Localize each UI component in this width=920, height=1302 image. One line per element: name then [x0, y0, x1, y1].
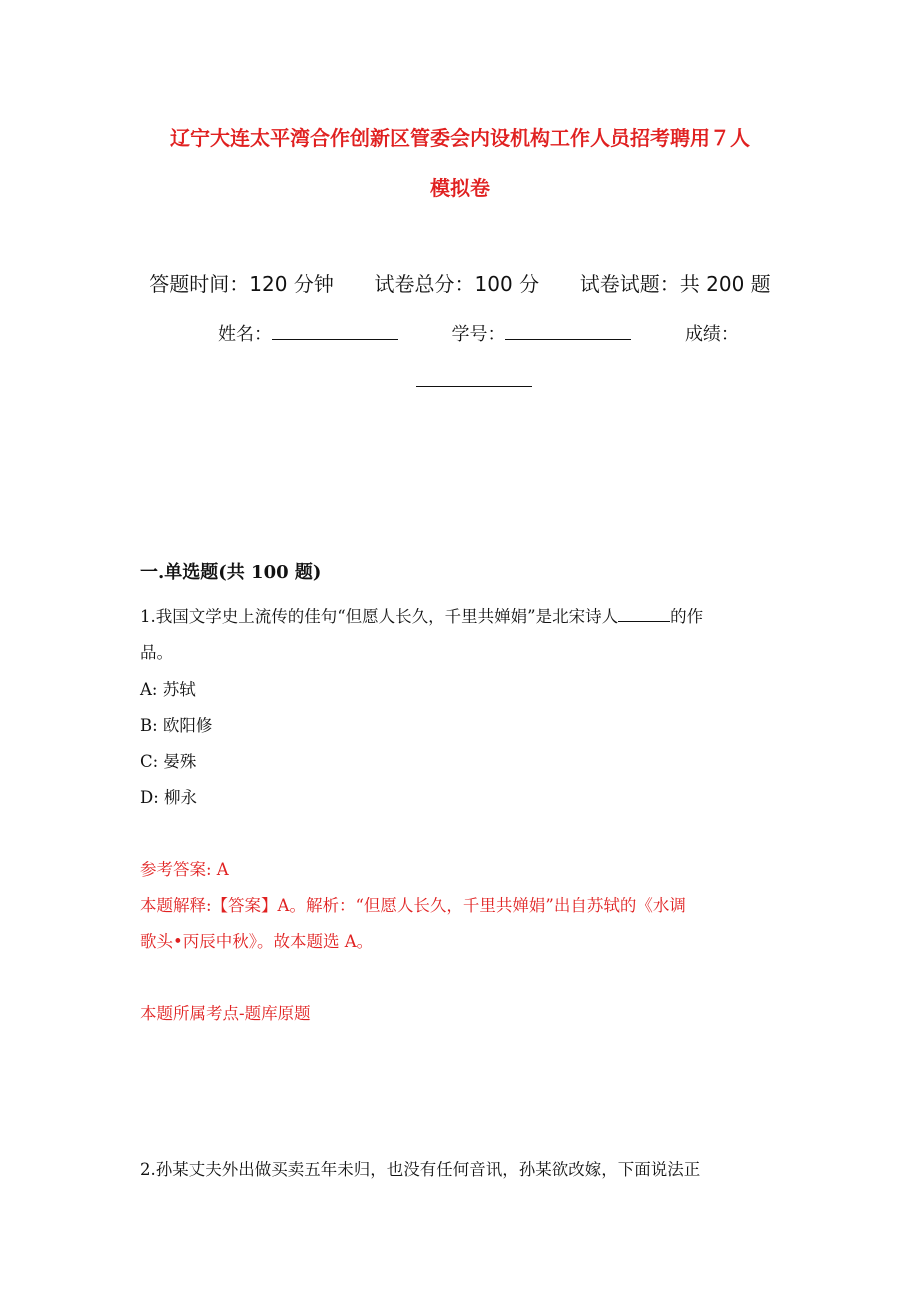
- grade-label: 成绩：: [684, 324, 739, 345]
- student-id-label: 学号：: [451, 324, 506, 345]
- name-blank[interactable]: [272, 321, 398, 340]
- question-1-stem-line-2: 品。: [140, 643, 173, 662]
- section-heading: 一.单选题(共 100 题): [140, 562, 322, 583]
- question-1-explanation-line-2: 歌头•丙辰中秋》。故本题选 A。: [140, 932, 374, 951]
- question-1-stem-tail: 的作: [670, 607, 704, 626]
- exam-title-line-1: 辽宁大连太平湾合作创新区管委会内设机构工作人员招考聘用７人: [170, 126, 750, 150]
- question-1-topic: 本题所属考点-题库原题: [140, 1004, 311, 1023]
- exam-info-row: [0, 268, 920, 297]
- question-2-stem: 2.孙某丈夫外出做买卖五年未归，也没有任何音讯，孙某欲改嫁，下面说法正: [140, 1160, 701, 1179]
- question-1-stem-text: 1.我国文学史上流传的佳句“但愿人长久，千里共婵娟”是北宋诗人: [140, 607, 619, 626]
- question-1-answer: 参考答案: A: [140, 860, 229, 879]
- question-1-option-b[interactable]: B: 欧阳修: [140, 716, 213, 735]
- exam-title-line-2: 模拟卷: [430, 176, 490, 200]
- question-1-blank: [618, 607, 670, 622]
- student-id-blank[interactable]: [505, 321, 631, 340]
- question-1-option-d[interactable]: D: 柳永: [140, 788, 198, 807]
- student-fields-row: [218, 320, 739, 346]
- question-1-option-c[interactable]: C: 晏殊: [140, 752, 197, 771]
- question-1-option-a[interactable]: A: 苏轼: [140, 680, 196, 699]
- total-score: 试卷总分：100 分: [374, 272, 540, 296]
- time-limit: 答题时间：120 分钟: [149, 272, 334, 296]
- question-count: 试卷试题：共 200 题: [579, 272, 771, 296]
- grade-blank[interactable]: [416, 386, 532, 387]
- name-label: 姓名：: [218, 324, 272, 345]
- question-1-explanation-line-1: 本题解释:【答案】A。解析：“但愿人长久，千里共婵娟”出自苏轼的《水调: [140, 896, 686, 915]
- question-1-stem: [140, 603, 703, 627]
